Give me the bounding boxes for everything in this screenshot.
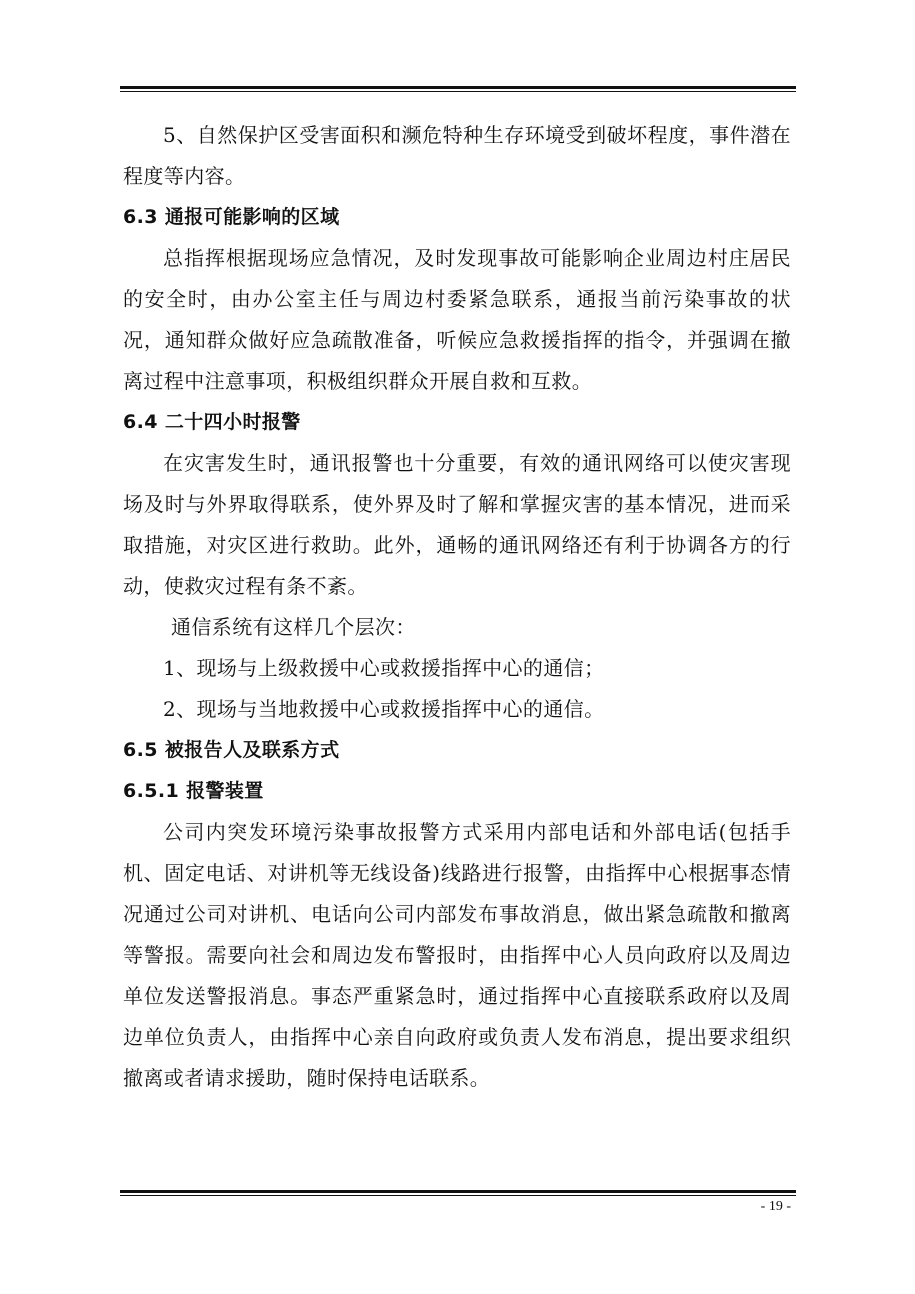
section-heading-6-5: 6.5 被报告人及联系方式: [123, 739, 340, 761]
header-rule-thin: [120, 91, 796, 92]
paragraph-alarm-device: 公司内突发环境污染事故报警方式采用内部电话和外部电话(包括手机、固定电话、对讲机等无线设备)线路进行报警，由指挥中心根据事态情况通过公司对讲机、电话向公司内部发布事故消息，做出紧急疏散和撤离等警报。需要向社会和周边发布警报时，由指挥中心人员向政府以及周边单位发送警报消息。事态严重紧急时，通过指挥中心直接联系政府以及周边单位负责人，由指挥中心亲自向政府或负责人发布消息，提出要求组织撤离或者请求援助，随时保持电话联系。: [123, 820, 791, 1090]
paragraph-notify-area: 总指挥根据现场应急情况，及时发现事故可能影响企业周边村庄居民的安全时，由办公室主任与周边村委紧急联系，通报当前污染事故的状况，通知群众做好应急疏散准备，听候应急救援指挥的指令，并强调在撤离过程中注意事项，积极组织群众开展自救和互救。: [123, 246, 791, 393]
section-heading-6-3: 6.3 通报可能影响的区域: [123, 206, 340, 228]
list-item-1: 1、现场与上级救援中心或救援指挥中心的通信；: [163, 656, 605, 680]
page-body: [123, 115, 791, 1099]
section-heading-6-5-1: 6.5.1 报警装置: [123, 780, 264, 802]
page-number: - 19 -: [760, 1199, 791, 1214]
footer-rule-thin: [120, 1195, 796, 1196]
list-item-2: 2、现场与当地救援中心或救援指挥中心的通信。: [163, 697, 605, 721]
footer-rule-thick: [120, 1190, 796, 1193]
paragraph-alarm: 在灾害发生时，通讯报警也十分重要，有效的通讯网络可以使灾害现场及时与外界取得联系，使外界及时了解和掌握灾害的基本情况，进而采取措施，对灾区进行救助。此外，通畅的通讯网络还有利于协调各方的行动，使救灾过程有条不紊。: [123, 451, 791, 598]
header-rule-thick: [120, 86, 796, 89]
section-heading-6-4: 6.4 二十四小时报警: [123, 411, 301, 433]
paragraph-comm-levels: 通信系统有这样几个层次：: [171, 615, 416, 639]
paragraph-item-5: 5、自然保护区受害面积和濒危特种生存环境受到破坏程度，事件潜在程度等内容。: [123, 123, 791, 188]
